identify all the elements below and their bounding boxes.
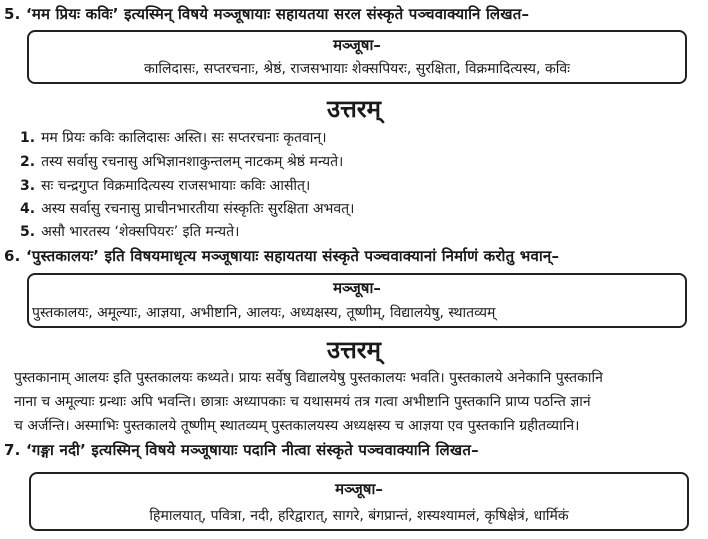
question-prompt: ‘गङ्गा नदी’ इत्यस्मिन् विषये मञ्जूषायाः पदानि नीत्वा संस्कृते पञ्चवाक्यानि लिखत– <box>25 441 479 459</box>
question-prompt: ‘पुस्तकालयः’ इति विषयमाधृत्य मञ्जूषायाः सहायतया संस्कृते पञ्चवाक्यानां निर्माणं करोतु भवान्– <box>25 247 560 265</box>
line-number: 3. <box>20 178 36 194</box>
line-text: सः चन्द्रगुप्त विक्रमादित्यस्य राजसभायाः कविः आसीत्। <box>41 178 311 194</box>
line-number: 4. <box>20 201 36 217</box>
word-box-words: हिमालयात्, पवित्रा, नदी, हरिद्वारात्, सागरे, बंगप्रान्तं, शस्यश्यामलं, कृषिक्षेत्रं, धार्मिकं <box>149 508 569 524</box>
line-text: मम प्रियः कविः कालिदासः अस्ति। सः सप्तरचनाः कृतवान्। <box>41 130 327 146</box>
word-box-words: पुस्तकालयः, अमूल्याः, आज्ञया, अभीष्टानि, आलयः, अध्यक्षस्य, तूष्णीम्, विद्यालयेषु, स्थातव्यम् <box>32 305 496 321</box>
word-box-title: मञ्जूषा– <box>333 36 381 54</box>
word-box-q6 <box>27 273 687 328</box>
line-text: असौ भारतस्य ‘शेक्सपियरः’ इति मन्यते। <box>41 224 240 240</box>
question-number: 5. <box>4 5 21 23</box>
answer-line <box>20 222 239 241</box>
answer-line <box>20 176 310 195</box>
answer-heading-q5: उत्तरम् <box>327 95 381 123</box>
question-number: 7. <box>4 441 21 459</box>
answer-line <box>20 199 354 218</box>
question-number: 6. <box>4 247 21 265</box>
paragraph-line: नाना च अमूल्याः ग्रन्थाः अपि भवन्ति। छात्राः अध्यापकाः च यथासमयं तत्र गत्वा अभीष्टानि पुस्तकानि प्राप्य पठन्ति ज्ञानं <box>14 394 591 410</box>
answer-line <box>20 152 343 171</box>
word-box-q7 <box>29 472 689 531</box>
word-box-q5 <box>27 30 687 84</box>
word-box-title: मञ्जूषा– <box>333 279 381 297</box>
paragraph-line: पुस्तकानाम् आलयः इति पुस्तकालयः कथ्यते। प्रायः सर्वेषु विद्यालयेषु पुस्तकालयः भवति। पुस्तकालये अनेकानि पुस्तकानि <box>14 370 603 386</box>
question-6 <box>4 246 559 266</box>
line-number: 2. <box>20 154 36 170</box>
line-number: 5. <box>20 224 36 240</box>
line-number: 1. <box>20 130 36 146</box>
question-5 <box>4 4 529 24</box>
word-box-words: कालिदासः, सप्तरचनाः, श्रेष्ठं, राजसभायाः शेक्सपियरः, सुरक्षिता, विक्रमादित्यस्य, कविः <box>144 61 570 77</box>
answer-line <box>20 128 327 147</box>
paragraph-line: च अर्जन्ति। अस्माभिः पुस्तकालये तूष्णीम् स्थातव्यम् पुस्तकालयस्य अध्यक्षस्य च आज्ञया एव पुस्तकानि ग्रहीतव्यानि। <box>14 418 580 434</box>
word-box-title: मञ्जूषा– <box>335 480 383 498</box>
line-text: अस्य सर्वासु रचनासु प्राचीनभारतीया संस्कृतिः सुरक्षिता अभवत्। <box>41 201 355 217</box>
question-7 <box>4 440 479 460</box>
line-text: तस्य सर्वासु रचनासु अभिज्ञानशाकुन्तलम् नाटकम् श्रेष्ठं मन्यते। <box>41 154 344 170</box>
question-prompt: ‘मम प्रियः कविः’ इत्यस्मिन् विषये मञ्जूषायाः सहायतया सरल संस्कृते पञ्चवाक्यानि लिखत– <box>25 5 530 23</box>
answer-paragraph-q6 <box>14 366 698 438</box>
answer-heading-q6: उत्तरम् <box>327 336 381 364</box>
